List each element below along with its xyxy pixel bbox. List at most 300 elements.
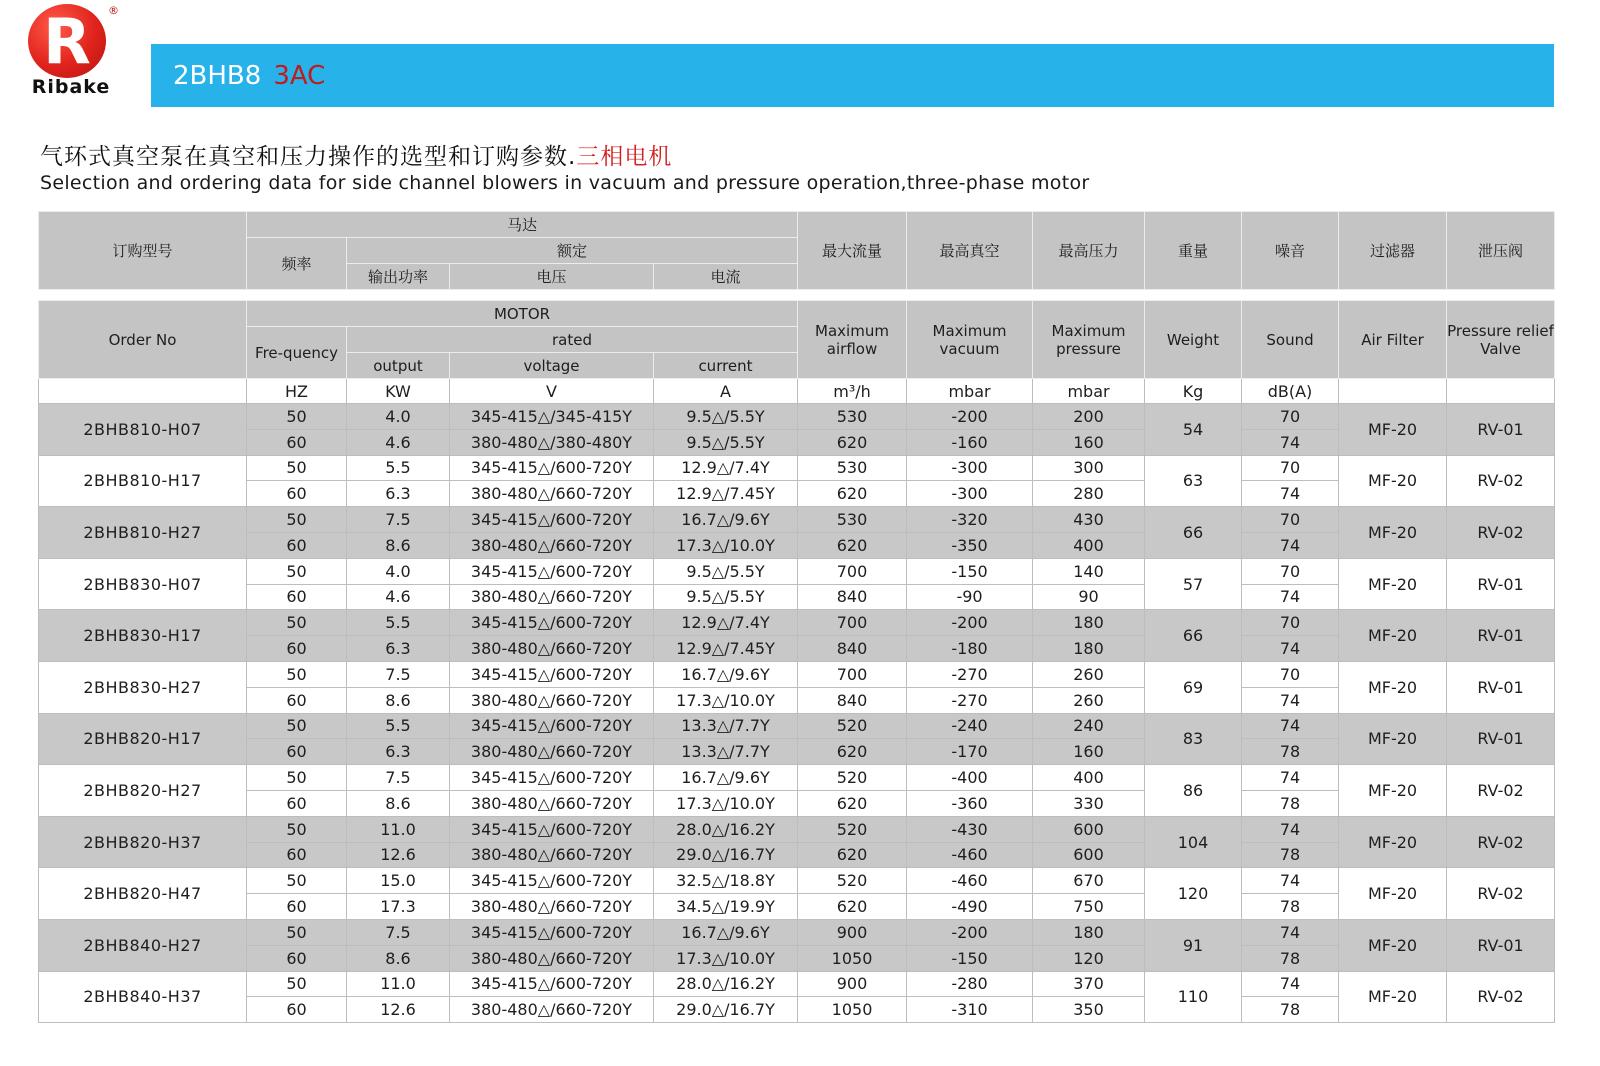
order-no-cell: 2BHB840-H27: [39, 919, 247, 971]
weight-cell: 66: [1145, 610, 1242, 662]
current-cell: 13.3△/7.7Y: [654, 739, 798, 765]
cn-valve-header: 泄压阀: [1447, 212, 1555, 290]
valve-cell: RV-02: [1447, 971, 1555, 1023]
sound-cell: 74: [1242, 919, 1339, 945]
vacuum-cell: -270: [907, 687, 1033, 713]
order-no-cell: 2BHB830-H27: [39, 661, 247, 713]
unit-valve: [1447, 379, 1555, 404]
voltage-cell: 380-480△/660-720Y: [450, 584, 654, 610]
vacuum-cell: -490: [907, 894, 1033, 920]
valve-cell: RV-02: [1447, 507, 1555, 559]
filter-cell: MF-20: [1339, 610, 1447, 662]
frequency-cell: 60: [247, 842, 347, 868]
frequency-cell: 60: [247, 532, 347, 558]
current-cell: 9.5△/5.5Y: [654, 404, 798, 430]
airflow-cell: 620: [798, 481, 907, 507]
output-cell: 7.5: [347, 919, 450, 945]
table-row: [39, 455, 1555, 481]
valve-cell: RV-02: [1447, 455, 1555, 507]
current-cell: 32.5△/18.8Y: [654, 868, 798, 894]
unit-filter: [1339, 379, 1447, 404]
output-cell: 4.6: [347, 429, 450, 455]
vacuum-cell: -350: [907, 532, 1033, 558]
vacuum-cell: -460: [907, 842, 1033, 868]
weight-cell: 63: [1145, 455, 1242, 507]
table-row: [39, 713, 1555, 739]
pressure-cell: 200: [1033, 404, 1145, 430]
airflow-cell: 520: [798, 816, 907, 842]
banner-model: 2BHB8: [173, 60, 262, 91]
table-row: [39, 997, 1555, 1023]
filter-cell: MF-20: [1339, 558, 1447, 610]
filter-cell: MF-20: [1339, 713, 1447, 765]
cn-voltage-header: 电压: [450, 264, 654, 290]
cn-rated-header: 额定: [347, 238, 798, 264]
voltage-cell: 345-415△/600-720Y: [450, 765, 654, 791]
frequency-cell: 50: [247, 919, 347, 945]
unit-voltage: V: [450, 379, 654, 404]
pressure-cell: 330: [1033, 790, 1145, 816]
frequency-cell: 60: [247, 997, 347, 1023]
pressure-cell: 180: [1033, 919, 1145, 945]
selection-data-table: [38, 300, 1555, 1023]
weight-cell: 91: [1145, 919, 1242, 971]
valve-cell: RV-01: [1447, 713, 1555, 765]
current-cell: 29.0△/16.7Y: [654, 842, 798, 868]
frequency-cell: 60: [247, 584, 347, 610]
vacuum-cell: -200: [907, 610, 1033, 636]
vacuum-cell: -160: [907, 429, 1033, 455]
frequency-cell: 60: [247, 636, 347, 662]
frequency-cell: 60: [247, 429, 347, 455]
current-cell: 17.3△/10.0Y: [654, 532, 798, 558]
order-no-cell: 2BHB810-H27: [39, 507, 247, 559]
cn-pressure-header: 最高压力: [1033, 212, 1145, 290]
table-row: [39, 481, 1555, 507]
output-cell: 8.6: [347, 790, 450, 816]
valve-cell: RV-01: [1447, 558, 1555, 610]
cn-weight-header: 重量: [1145, 212, 1242, 290]
vacuum-cell: -430: [907, 816, 1033, 842]
table-row: [39, 971, 1555, 997]
sound-cell: 74: [1242, 429, 1339, 455]
current-cell: 16.7△/9.6Y: [654, 765, 798, 791]
output-cell: 17.3: [347, 894, 450, 920]
current-cell: 9.5△/5.5Y: [654, 558, 798, 584]
pressure-cell: 400: [1033, 532, 1145, 558]
sound-cell: 74: [1242, 868, 1339, 894]
frequency-cell: 60: [247, 687, 347, 713]
frequency-cell: 50: [247, 558, 347, 584]
cn-motor-header: 马达: [247, 212, 798, 238]
voltage-cell: 380-480△/660-720Y: [450, 687, 654, 713]
unit-vacuum: mbar: [907, 379, 1033, 404]
sound-cell: 78: [1242, 842, 1339, 868]
vacuum-cell: -300: [907, 481, 1033, 507]
chinese-header-table: [38, 211, 1555, 290]
en-pressure-header: Maximum pressure: [1033, 301, 1145, 379]
voltage-cell: 345-415△/600-720Y: [450, 971, 654, 997]
output-cell: 8.6: [347, 687, 450, 713]
current-cell: 13.3△/7.7Y: [654, 713, 798, 739]
voltage-cell: 380-480△/660-720Y: [450, 636, 654, 662]
unit-current: A: [654, 379, 798, 404]
weight-cell: 86: [1145, 765, 1242, 817]
sound-cell: 74: [1242, 532, 1339, 558]
unit-frequency: HZ: [247, 379, 347, 404]
table-row: [39, 868, 1555, 894]
table-row: [39, 842, 1555, 868]
voltage-cell: 380-480△/380-480Y: [450, 429, 654, 455]
weight-cell: 83: [1145, 713, 1242, 765]
voltage-cell: 345-415△/345-415Y: [450, 404, 654, 430]
sound-cell: 70: [1242, 558, 1339, 584]
vacuum-cell: -320: [907, 507, 1033, 533]
cn-airflow-header: 最大流量: [798, 212, 907, 290]
current-cell: 17.3△/10.0Y: [654, 687, 798, 713]
vacuum-cell: -310: [907, 997, 1033, 1023]
pressure-cell: 600: [1033, 816, 1145, 842]
frequency-cell: 50: [247, 816, 347, 842]
sound-cell: 74: [1242, 713, 1339, 739]
filter-cell: MF-20: [1339, 507, 1447, 559]
frequency-cell: 50: [247, 404, 347, 430]
current-cell: 16.7△/9.6Y: [654, 919, 798, 945]
sound-cell: 70: [1242, 610, 1339, 636]
airflow-cell: 620: [798, 532, 907, 558]
en-frequency-header: Fre-quency: [247, 327, 347, 379]
pressure-cell: 260: [1033, 687, 1145, 713]
sound-cell: 78: [1242, 739, 1339, 765]
weight-cell: 57: [1145, 558, 1242, 610]
order-no-cell: 2BHB810-H07: [39, 404, 247, 456]
frequency-cell: 50: [247, 713, 347, 739]
table-row: [39, 790, 1555, 816]
output-cell: 4.6: [347, 584, 450, 610]
unit-sound: dB(A): [1242, 379, 1339, 404]
cn-filter-header: 过滤器: [1339, 212, 1447, 290]
airflow-cell: 620: [798, 429, 907, 455]
current-cell: 12.9△/7.45Y: [654, 636, 798, 662]
table-row: [39, 945, 1555, 971]
pressure-cell: 260: [1033, 661, 1145, 687]
voltage-cell: 345-415△/600-720Y: [450, 661, 654, 687]
vacuum-cell: -300: [907, 455, 1033, 481]
pressure-cell: 280: [1033, 481, 1145, 507]
sound-cell: 74: [1242, 971, 1339, 997]
output-cell: 6.3: [347, 739, 450, 765]
frequency-cell: 60: [247, 790, 347, 816]
voltage-cell: 345-415△/600-720Y: [450, 919, 654, 945]
sound-cell: 70: [1242, 455, 1339, 481]
table-row: [39, 919, 1555, 945]
en-sound-header: Sound: [1242, 301, 1339, 379]
heading-cn-main: 气环式真空泵在真空和压力操作的选型和订购参数.: [40, 144, 577, 170]
airflow-cell: 520: [798, 868, 907, 894]
valve-cell: RV-02: [1447, 868, 1555, 920]
current-cell: 16.7△/9.6Y: [654, 507, 798, 533]
valve-cell: RV-01: [1447, 610, 1555, 662]
airflow-cell: 530: [798, 507, 907, 533]
output-cell: 7.5: [347, 507, 450, 533]
weight-cell: 69: [1145, 661, 1242, 713]
current-cell: 9.5△/5.5Y: [654, 429, 798, 455]
order-no-cell: 2BHB820-H17: [39, 713, 247, 765]
table-row: [39, 636, 1555, 662]
weight-cell: 120: [1145, 868, 1242, 920]
table-row: [39, 687, 1555, 713]
en-current-header: current: [654, 353, 798, 379]
table-row: [39, 739, 1555, 765]
table-row: [39, 661, 1555, 687]
sound-cell: 74: [1242, 636, 1339, 662]
order-no-cell: 2BHB820-H37: [39, 816, 247, 868]
table-row: [39, 558, 1555, 584]
en-airflow-header: Maximum airflow: [798, 301, 907, 379]
cn-frequency-header: 频率: [247, 238, 347, 290]
units-row: [39, 379, 1555, 404]
order-no-cell: 2BHB820-H47: [39, 868, 247, 920]
airflow-cell: 620: [798, 842, 907, 868]
weight-cell: 110: [1145, 971, 1242, 1023]
order-no-cell: 2BHB830-H17: [39, 610, 247, 662]
vacuum-cell: -280: [907, 971, 1033, 997]
cn-current-header: 电流: [654, 264, 798, 290]
voltage-cell: 380-480△/660-720Y: [450, 739, 654, 765]
cn-sound-header: 噪音: [1242, 212, 1339, 290]
pressure-cell: 430: [1033, 507, 1145, 533]
frequency-cell: 60: [247, 894, 347, 920]
model-banner: [151, 44, 1554, 107]
valve-cell: RV-02: [1447, 816, 1555, 868]
voltage-cell: 380-480△/660-720Y: [450, 481, 654, 507]
pressure-cell: 90: [1033, 584, 1145, 610]
pressure-cell: 180: [1033, 610, 1145, 636]
model-rows: [39, 404, 1555, 1023]
en-order-no-header: Order No: [39, 301, 247, 379]
en-valve-header: Pressure relief Valve: [1447, 301, 1555, 379]
frequency-cell: 60: [247, 945, 347, 971]
current-cell: 34.5△/19.9Y: [654, 894, 798, 920]
table-row: [39, 507, 1555, 533]
output-cell: 8.6: [347, 945, 450, 971]
current-cell: 12.9△/7.45Y: [654, 481, 798, 507]
airflow-cell: 840: [798, 636, 907, 662]
pressure-cell: 370: [1033, 971, 1145, 997]
current-cell: 16.7△/9.6Y: [654, 661, 798, 687]
en-motor-header: MOTOR: [247, 301, 798, 327]
airflow-cell: 700: [798, 610, 907, 636]
sound-cell: 74: [1242, 687, 1339, 713]
order-no-cell: 2BHB810-H17: [39, 455, 247, 507]
filter-cell: MF-20: [1339, 816, 1447, 868]
table-row: [39, 429, 1555, 455]
sound-cell: 78: [1242, 790, 1339, 816]
output-cell: 8.6: [347, 532, 450, 558]
cn-order-no-header: 订购型号: [39, 212, 247, 290]
airflow-cell: 900: [798, 971, 907, 997]
voltage-cell: 380-480△/660-720Y: [450, 842, 654, 868]
ribake-logo: [26, 4, 118, 100]
airflow-cell: 520: [798, 765, 907, 791]
sound-cell: 74: [1242, 481, 1339, 507]
sound-cell: 70: [1242, 404, 1339, 430]
voltage-cell: 345-415△/600-720Y: [450, 816, 654, 842]
current-cell: 12.9△/7.4Y: [654, 455, 798, 481]
table-row: [39, 404, 1555, 430]
table-row: [39, 816, 1555, 842]
voltage-cell: 345-415△/600-720Y: [450, 713, 654, 739]
voltage-cell: 380-480△/660-720Y: [450, 532, 654, 558]
voltage-cell: 380-480△/660-720Y: [450, 997, 654, 1023]
pressure-cell: 670: [1033, 868, 1145, 894]
current-cell: 28.0△/16.2Y: [654, 971, 798, 997]
en-voltage-header: voltage: [450, 353, 654, 379]
sound-cell: 74: [1242, 765, 1339, 791]
output-cell: 5.5: [347, 713, 450, 739]
voltage-cell: 345-415△/600-720Y: [450, 868, 654, 894]
pressure-cell: 160: [1033, 739, 1145, 765]
current-cell: 17.3△/10.0Y: [654, 790, 798, 816]
table-row: [39, 610, 1555, 636]
voltage-cell: 380-480△/660-720Y: [450, 945, 654, 971]
current-cell: 28.0△/16.2Y: [654, 816, 798, 842]
voltage-cell: 345-415△/600-720Y: [450, 610, 654, 636]
banner-suffix: 3AC: [273, 60, 326, 91]
current-cell: 17.3△/10.0Y: [654, 945, 798, 971]
pressure-cell: 120: [1033, 945, 1145, 971]
weight-cell: 104: [1145, 816, 1242, 868]
vacuum-cell: -170: [907, 739, 1033, 765]
vacuum-cell: -400: [907, 765, 1033, 791]
airflow-cell: 700: [798, 558, 907, 584]
heading-cn-red: 三相电机: [576, 144, 673, 170]
filter-cell: MF-20: [1339, 404, 1447, 456]
output-cell: 11.0: [347, 816, 450, 842]
pressure-cell: 140: [1033, 558, 1145, 584]
sound-cell: 78: [1242, 997, 1339, 1023]
airflow-cell: 700: [798, 661, 907, 687]
voltage-cell: 380-480△/660-720Y: [450, 894, 654, 920]
sound-cell: 74: [1242, 584, 1339, 610]
filter-cell: MF-20: [1339, 919, 1447, 971]
frequency-cell: 50: [247, 661, 347, 687]
sound-cell: 70: [1242, 661, 1339, 687]
unit-order-no: [39, 379, 247, 404]
vacuum-cell: -200: [907, 919, 1033, 945]
valve-cell: RV-01: [1447, 919, 1555, 971]
voltage-cell: 345-415△/600-720Y: [450, 455, 654, 481]
pressure-cell: 160: [1033, 429, 1145, 455]
sound-cell: 78: [1242, 894, 1339, 920]
logo-r-mark: R: [43, 5, 91, 78]
frequency-cell: 50: [247, 971, 347, 997]
pressure-cell: 400: [1033, 765, 1145, 791]
pressure-cell: 240: [1033, 713, 1145, 739]
pressure-cell: 180: [1033, 636, 1145, 662]
airflow-cell: 530: [798, 404, 907, 430]
sound-cell: 70: [1242, 507, 1339, 533]
output-cell: 12.6: [347, 842, 450, 868]
output-cell: 4.0: [347, 404, 450, 430]
weight-cell: 54: [1145, 404, 1242, 456]
current-cell: 9.5△/5.5Y: [654, 584, 798, 610]
sound-cell: 78: [1242, 945, 1339, 971]
airflow-cell: 840: [798, 687, 907, 713]
weight-cell: 66: [1145, 507, 1242, 559]
en-rated-header: rated: [347, 327, 798, 353]
valve-cell: RV-01: [1447, 661, 1555, 713]
vacuum-cell: -240: [907, 713, 1033, 739]
unit-output: KW: [347, 379, 450, 404]
voltage-cell: 380-480△/660-720Y: [450, 790, 654, 816]
heading-chinese: [40, 138, 672, 171]
logo-wordmark: Ribake: [31, 76, 111, 98]
frequency-cell: 50: [247, 507, 347, 533]
table-row: [39, 532, 1555, 558]
airflow-cell: 1050: [798, 997, 907, 1023]
order-no-cell: 2BHB840-H37: [39, 971, 247, 1023]
output-cell: 4.0: [347, 558, 450, 584]
cn-output-header: 输出功率: [347, 264, 450, 290]
frequency-cell: 50: [247, 765, 347, 791]
filter-cell: MF-20: [1339, 765, 1447, 817]
order-no-cell: 2BHB830-H07: [39, 558, 247, 610]
output-cell: 6.3: [347, 636, 450, 662]
output-cell: 5.5: [347, 610, 450, 636]
output-cell: 7.5: [347, 661, 450, 687]
pressure-cell: 600: [1033, 842, 1145, 868]
en-filter-header: Air Filter: [1339, 301, 1447, 379]
cn-vacuum-header: 最高真空: [907, 212, 1033, 290]
en-vacuum-header: Maximum vacuum: [907, 301, 1033, 379]
output-cell: 12.6: [347, 997, 450, 1023]
output-cell: 15.0: [347, 868, 450, 894]
valve-cell: RV-02: [1447, 765, 1555, 817]
airflow-cell: 1050: [798, 945, 907, 971]
frequency-cell: 60: [247, 481, 347, 507]
voltage-cell: 345-415△/600-720Y: [450, 507, 654, 533]
unit-pressure: mbar: [1033, 379, 1145, 404]
airflow-cell: 840: [798, 584, 907, 610]
registered-mark: ®: [108, 4, 119, 17]
table-row: [39, 765, 1555, 791]
table-row: [39, 894, 1555, 920]
vacuum-cell: -150: [907, 558, 1033, 584]
pressure-cell: 350: [1033, 997, 1145, 1023]
current-cell: 29.0△/16.7Y: [654, 997, 798, 1023]
filter-cell: MF-20: [1339, 868, 1447, 920]
output-cell: 7.5: [347, 765, 450, 791]
pressure-cell: 300: [1033, 455, 1145, 481]
sound-cell: 74: [1242, 816, 1339, 842]
filter-cell: MF-20: [1339, 971, 1447, 1023]
vacuum-cell: -200: [907, 404, 1033, 430]
airflow-cell: 620: [798, 739, 907, 765]
frequency-cell: 60: [247, 739, 347, 765]
table-row: [39, 584, 1555, 610]
current-cell: 12.9△/7.4Y: [654, 610, 798, 636]
valve-cell: RV-01: [1447, 404, 1555, 456]
pressure-cell: 750: [1033, 894, 1145, 920]
heading-english: Selection and ordering data for side channel blowers in vacuum and pressure operation,three-phase motor: [40, 172, 1090, 194]
en-output-header: output: [347, 353, 450, 379]
vacuum-cell: -150: [907, 945, 1033, 971]
frequency-cell: 50: [247, 868, 347, 894]
airflow-cell: 620: [798, 894, 907, 920]
vacuum-cell: -360: [907, 790, 1033, 816]
unit-weight: Kg: [1145, 379, 1242, 404]
